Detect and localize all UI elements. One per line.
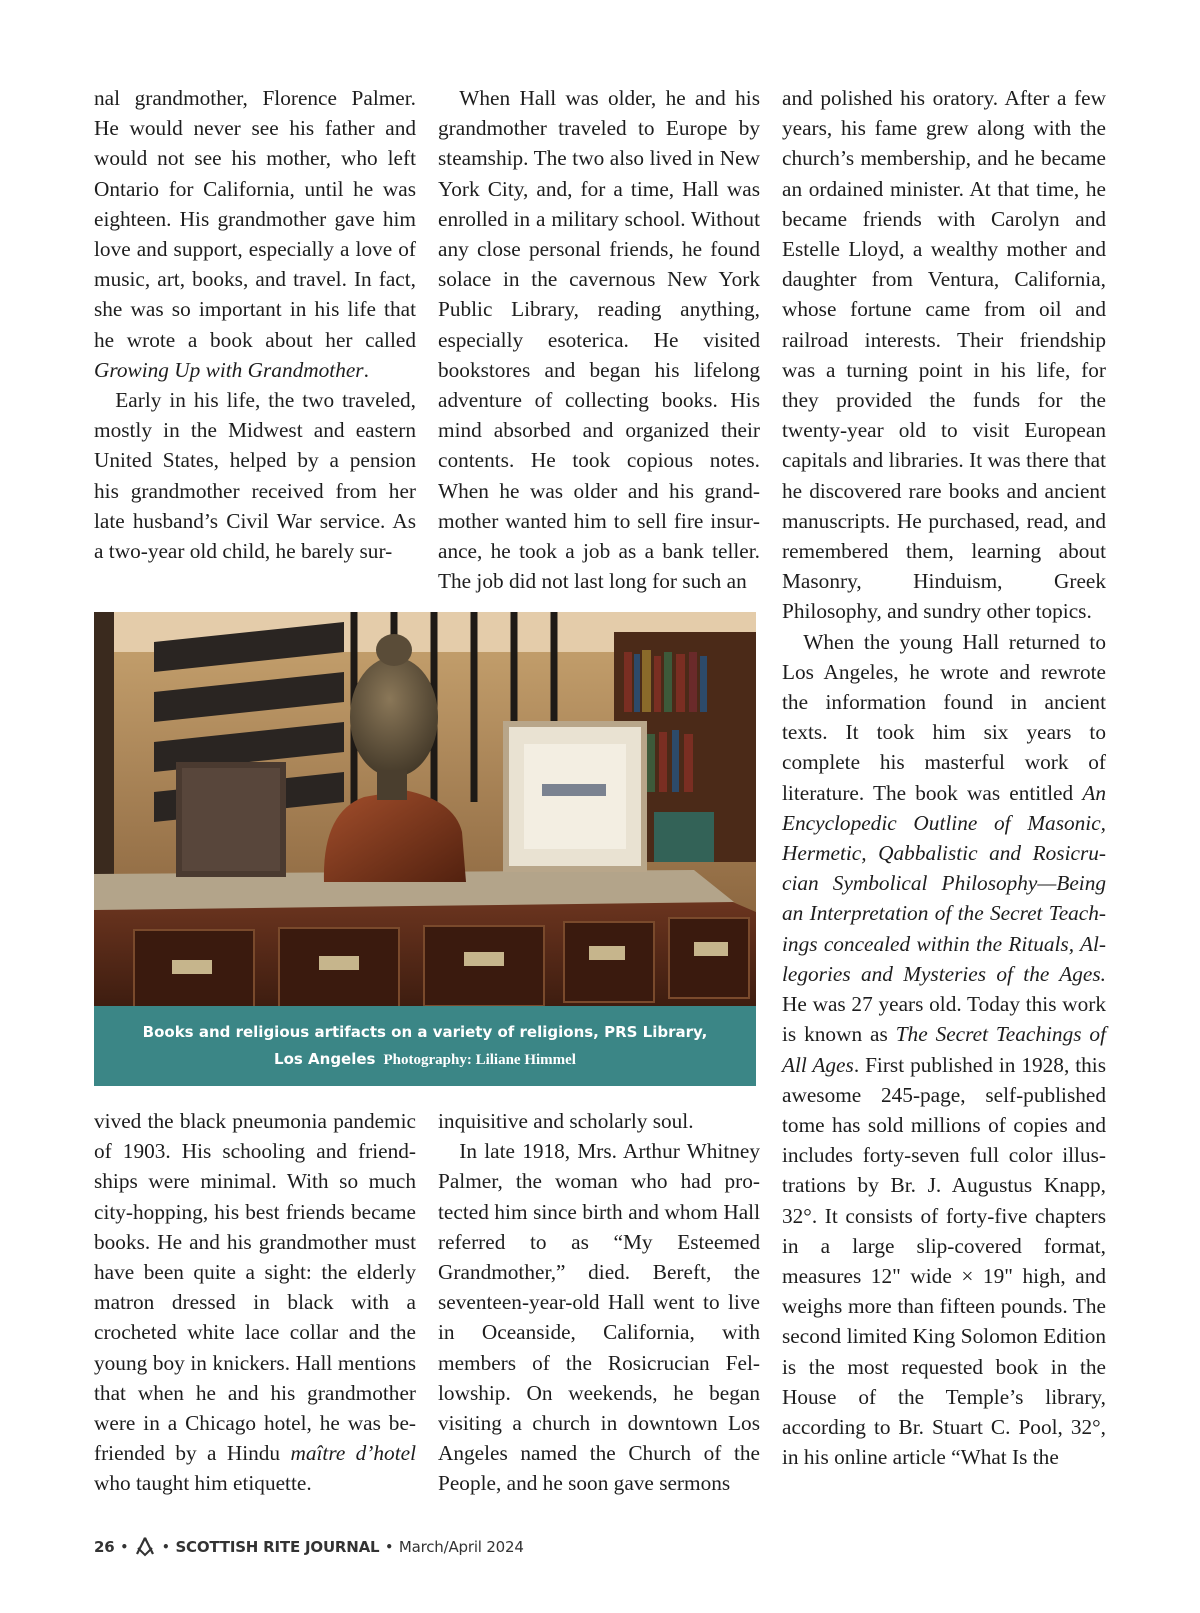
square-compass-icon <box>134 1537 156 1557</box>
page-footer <box>94 1535 524 1559</box>
page-number: 26 <box>94 1538 115 1556</box>
column-2-bottom <box>438 1106 760 1499</box>
caption-line-2: Los Angeles <box>274 1049 376 1068</box>
column-3 <box>782 83 1106 1472</box>
photo-credit: Photography: Liliane Himmel <box>383 1051 576 1068</box>
footer-separator: • <box>120 1540 128 1554</box>
column-1-top <box>94 83 416 566</box>
paragraph: inquisitive and scholarly soul. <box>438 1109 694 1133</box>
library-photo <box>94 612 756 1006</box>
column-2-top <box>438 83 760 596</box>
paragraph: When the young Hall returned to Los Angeles, he wrote and rewrote the information found in ancient texts. It took him six years to complete his masterful work of literature. The book was entitled An Encyclopedic Outline of Masonic, Hermetic, Qabbalistic and Rosicrucian Symbolical Philosophy—Being an Interpretation of the Secret Teachings concealed within the Rituals, Allegories and Mysteries of the Ages. He was 27 years old. Today this work is known as The Secret Teachings of All Ages. First published in 1928, this awesome 245-page, self-published tome has sold millions of copies and includes forty-seven full color illustrations by Br. J. Augustus Knapp, 32°. It consists of forty-five chapters in a large slip-covered format, measures 12" wide × 19" high, and weighs more than fifteen pounds. The second limited King Solomon Edition is the most requested book in the House of the Temple’s library, according to Br. Stuart C. Pool, 32°, in his online article “What Is the <box>782 629 1106 1470</box>
footer-separator-2: • <box>161 1540 170 1554</box>
journal-title: SCOTTISH RITE JOURNAL <box>175 1538 380 1556</box>
paragraph: When Hall was older, he and his grandmother traveled to Europe by steamship. The two also lived in New York City, and, for a time, Hall was enrolled in a military school. Without any close personal friends, he found solace in the cavernous New York Public Library, reading anything, especially esoterica. He visited bookstores and began his lifelong adventure of collecting books. His mind absorbed and organized their contents. He took copious notes. When he was older and his grandmother wanted him to sell fire insurance, he took a job as a bank teller. The job did not last long for such an <box>438 86 760 594</box>
paragraph: Early in his life, the two traveled, mostly in the Midwest and eastern United States, helped by a pension his grandmother received from her late husband’s Civil War service. As a two-year old child, he barely sur- <box>94 388 416 564</box>
footer-separator-3: • <box>385 1540 393 1554</box>
column-1-bottom <box>94 1106 416 1499</box>
paragraph: In late 1918, Mrs. Arthur Whitney Palmer, the woman who had protected him since birth and whom Hall referred to as “My Esteemed Grandmother,” died. Bereft, the seventeen-year-old Hall went to live in Oceanside, California, with members of the Rosicrucian Fellowship. On weekends, he began visiting a church in downtown Los Angeles named the Church of the People, and he soon gave sermons <box>438 1139 760 1496</box>
library-photo-illustration <box>94 612 756 1006</box>
paragraph: nal grandmother, Florence Palmer. He would never see his father and would not see his mother, who left Ontario for California, until he was eighteen. His grandmother gave him love and support, especially a love of music, art, books, and travel. In fact, she was so important in his life that he wrote a book about her called Growing Up with Grandmother. <box>94 86 416 382</box>
paragraph: vived the black pneumonia pandemic of 1903. His schooling and friendships were minimal. With so much city-hopping, his best friends became books. He and his grandmother must have been quite a sight: the elderly matron dressed in black with a crocheted white lace collar and the young boy in knickers. Hall mentions that when he and his grandmother were in a Chicago hotel, he was befriended by a Hindu maître d’hotel who taught him etiquette. <box>94 1109 416 1496</box>
issue-date: March/April 2024 <box>398 1538 524 1556</box>
paragraph: and polished his oratory. After a few years, his fame grew along with the church’s membership, and he became an ordained minister. At that time, he became friends with Carolyn and Estelle Lloyd, a wealthy mother and daughter from Ventura, California, whose fortune came from oil and railroad interests. Their friendship was a turning point in his life, for they provided the funds for the twenty-year old to visit European capitals and libraries. It was there that he discovered rare books and ancient manuscripts. He purchased, read, and remembered them, learning about Masonry, Hinduism, Greek Philosophy, and sundry other topics. <box>782 86 1106 624</box>
photo-caption <box>94 1006 756 1086</box>
caption-line-1: Books and religious artifacts on a variety of religions, PRS Library, <box>142 1022 708 1041</box>
